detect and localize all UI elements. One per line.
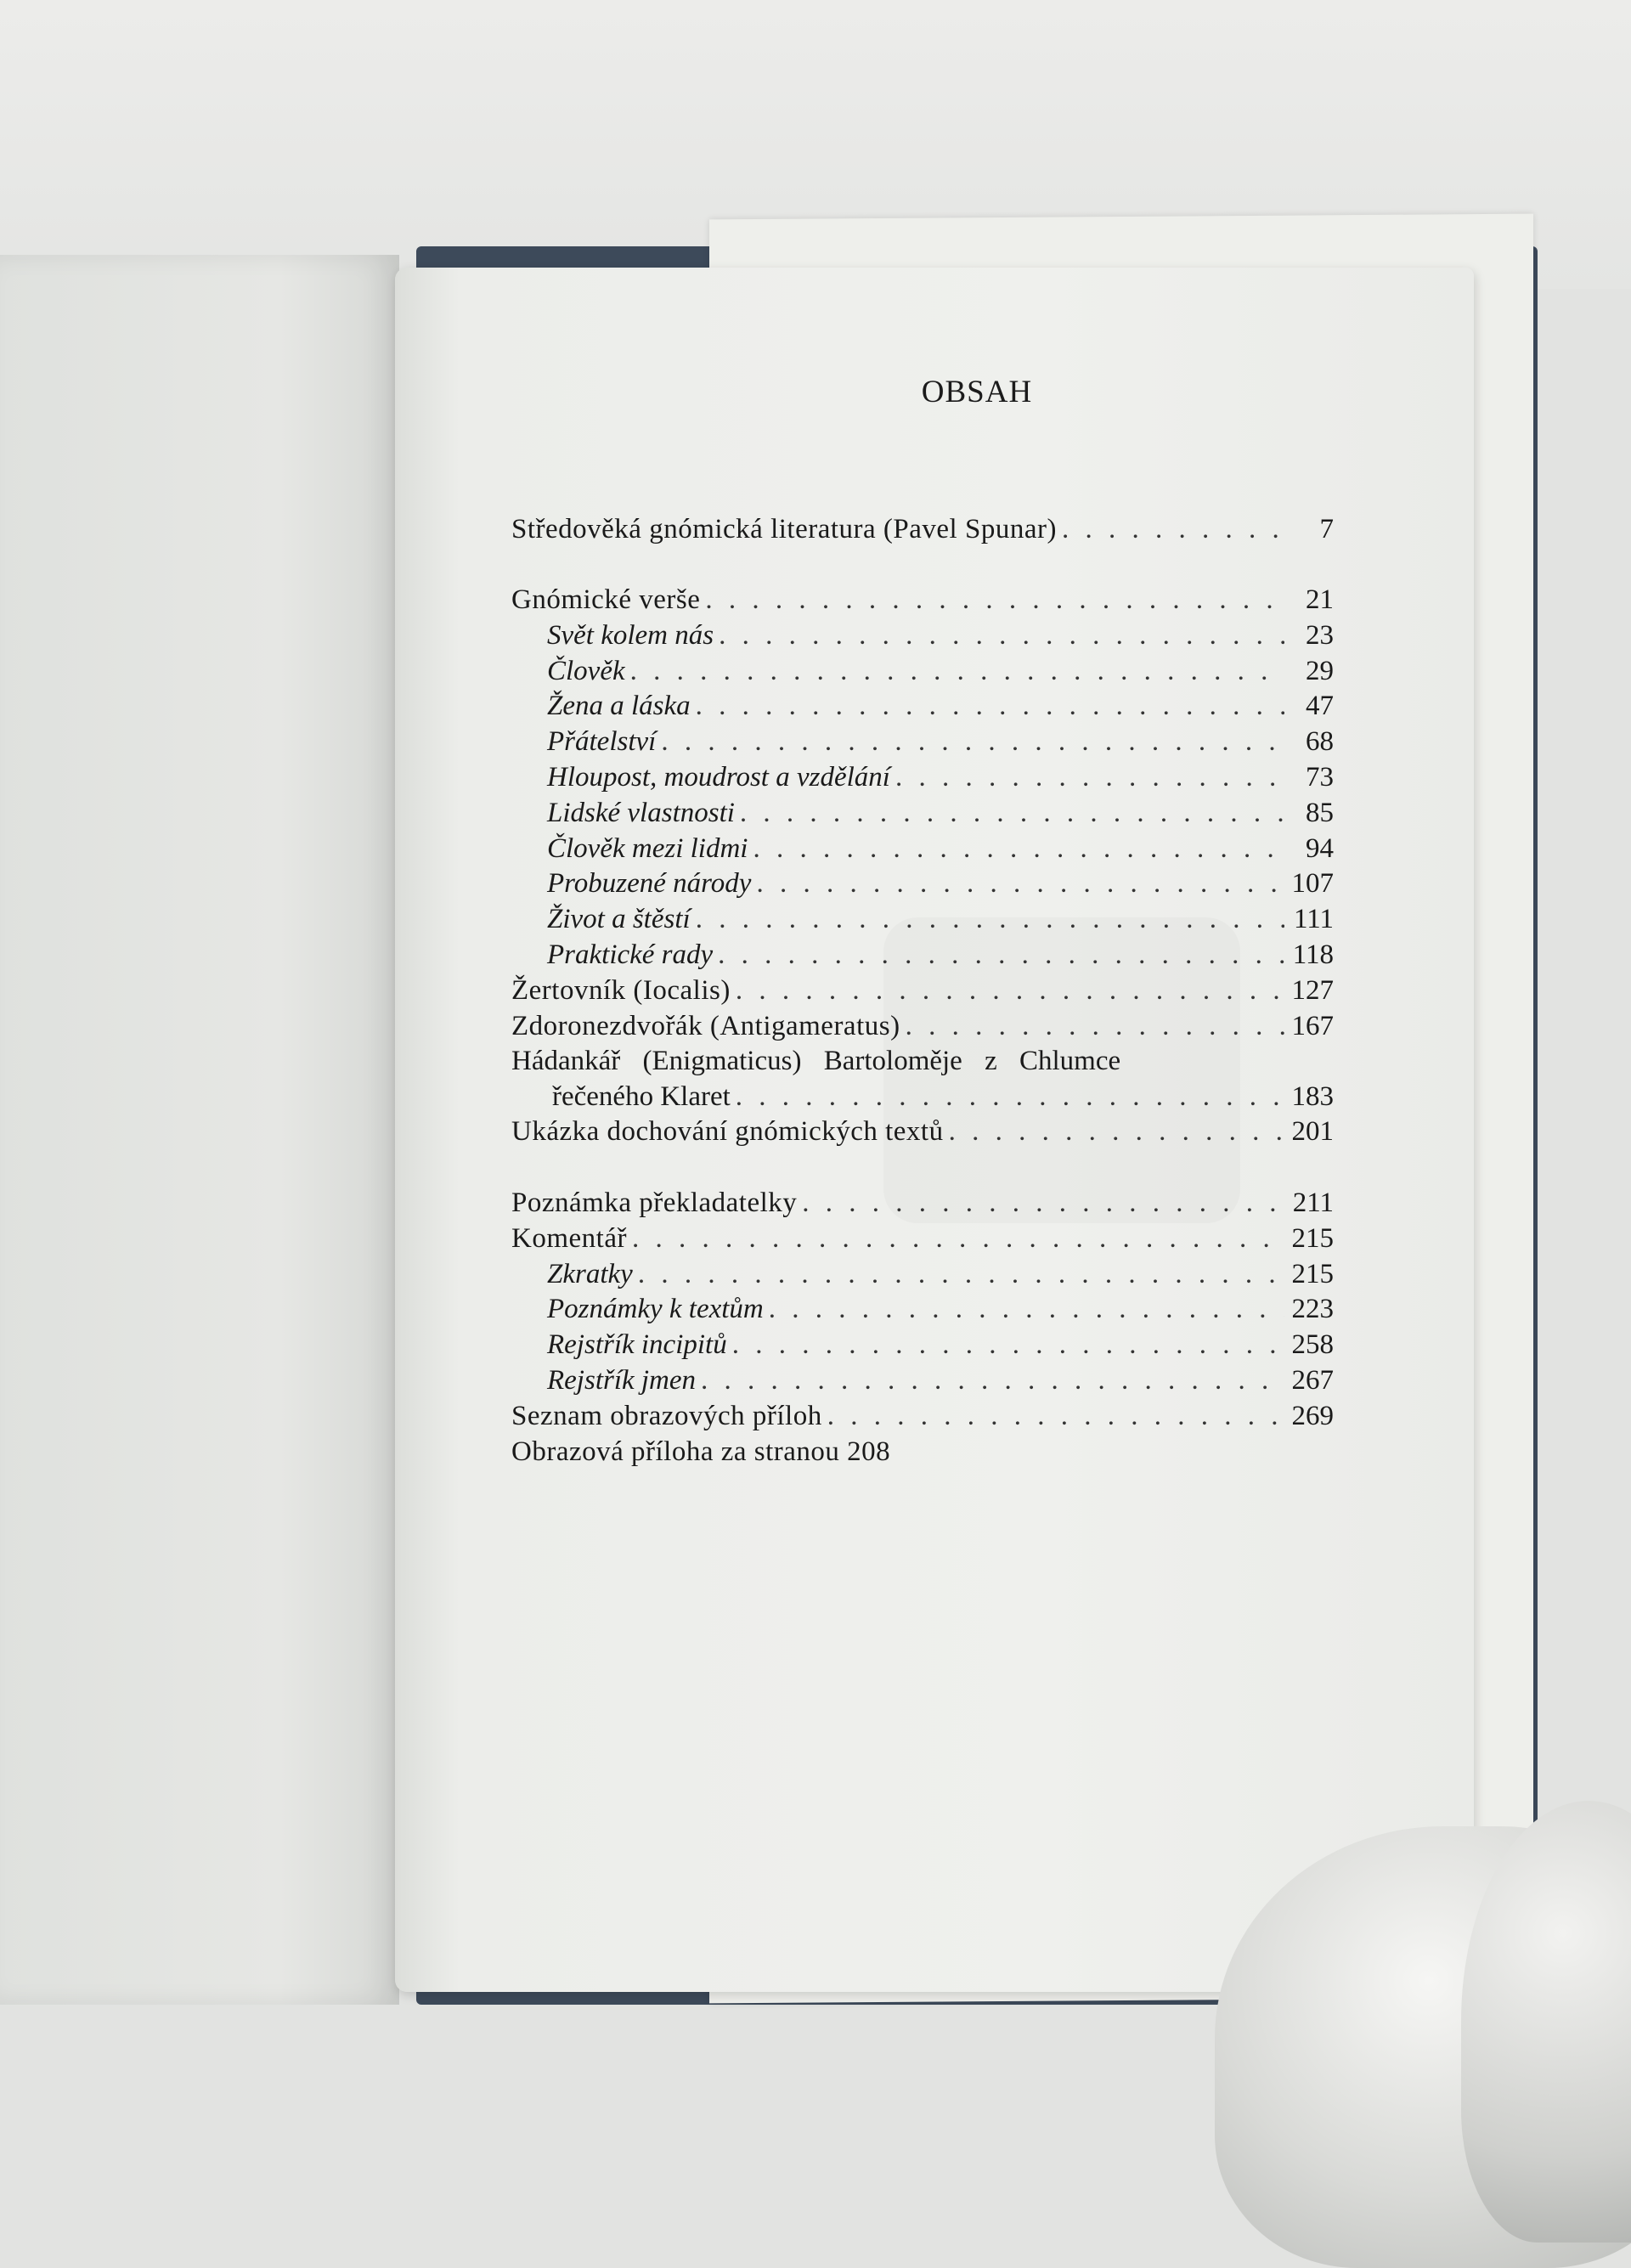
toc-entry-label: Přátelství — [547, 726, 657, 758]
toc-entry-label: Poznámky k textům — [547, 1294, 764, 1325]
toc-entry-page: 23 — [1306, 619, 1334, 651]
toc-entry — [511, 1436, 1334, 1472]
toc-entry-label: Zdoronezdvořák (Antigameratus) — [511, 1010, 900, 1041]
left-page — [0, 255, 399, 2005]
toc-entry — [511, 584, 1334, 620]
toc-entry-label: Poznámka překladatelky — [511, 1188, 798, 1218]
toc-entry-label: Lidské vlastnosti — [547, 797, 735, 828]
leader-dots — [753, 833, 1284, 865]
toc-entry-label: Žena a láska — [547, 691, 691, 722]
toc-entry-label: Rejstřík jmen — [547, 1364, 697, 1396]
toc-entry-page: 94 — [1306, 832, 1334, 864]
toc-entry-page: 118 — [1292, 939, 1334, 970]
toc-entry — [511, 1401, 1334, 1436]
toc-entry-page: 21 — [1306, 584, 1334, 615]
toc-entry-page: 215 — [1291, 1258, 1334, 1289]
page-title: OBSAH — [921, 375, 1033, 409]
toc-entry-page: 85 — [1306, 797, 1334, 828]
leader-dots — [705, 584, 1284, 616]
toc-subentry — [511, 762, 1334, 798]
toc-entry-label: Gnómické verše — [511, 584, 701, 615]
toc-entry-label: Ukázka dochování gnómických textů — [511, 1116, 944, 1147]
toc-entry-label: Komentář — [511, 1222, 627, 1254]
toc-entry — [511, 975, 1334, 1011]
toc-subentry — [511, 904, 1334, 939]
leader-dots — [736, 1081, 1284, 1113]
toc-entry-label-line1: Hádankář (Enigmaticus) Bartoloměje z Chlumce — [511, 1046, 1121, 1076]
toc-entry-page: 68 — [1306, 726, 1334, 758]
leader-dots — [949, 1116, 1284, 1148]
toc-subentry — [511, 798, 1334, 833]
toc-entry-label: Život a štěstí — [547, 904, 691, 935]
toc-entry-page: 215 — [1291, 1222, 1334, 1254]
leader-dots — [638, 1259, 1284, 1290]
toc-entry-continuation — [511, 1081, 1334, 1117]
toc-entry — [511, 514, 1334, 550]
leader-dots — [756, 868, 1284, 900]
toc-entry-hadankar — [511, 1046, 1334, 1117]
leader-dots — [632, 1223, 1284, 1255]
leader-dots — [701, 1365, 1284, 1396]
toc-entry — [511, 1223, 1334, 1259]
leader-dots — [630, 656, 1284, 687]
toc-entry-label: Hloupost, moudrost a vzdělání — [547, 761, 890, 793]
toc-section-appendix — [511, 1188, 1334, 1471]
toc-subentry — [511, 656, 1334, 691]
toc-entry-label: Svět kolem nás — [547, 619, 714, 651]
leader-dots — [696, 691, 1284, 722]
toc-entry-page: 267 — [1291, 1364, 1334, 1396]
leader-dots — [736, 975, 1284, 1007]
leader-dots — [906, 1011, 1284, 1042]
toc-entry-label: Člověk — [547, 655, 625, 686]
leader-dots — [696, 904, 1284, 935]
toc-entry-label: Rejstřík incipitů — [547, 1329, 727, 1361]
toc-entry — [511, 1011, 1334, 1047]
toc-entry-label: Zkratky — [547, 1258, 633, 1289]
leader-dots — [661, 726, 1284, 758]
toc-entry-page: 258 — [1291, 1329, 1334, 1361]
leader-dots — [732, 1329, 1284, 1361]
toc-entry-page: 223 — [1291, 1294, 1334, 1325]
leader-dots — [769, 1294, 1284, 1325]
toc-entry-label: Člověk mezi lidmi — [547, 832, 748, 864]
toc-entry — [511, 1188, 1334, 1223]
leader-dots — [1062, 514, 1284, 545]
toc-entry — [511, 1116, 1334, 1152]
toc-subentry — [511, 868, 1334, 904]
toc-entry-page: 269 — [1291, 1400, 1334, 1431]
toc-subentry — [511, 939, 1334, 975]
leader-dots — [719, 620, 1284, 652]
toc-entry-page: 167 — [1291, 1010, 1334, 1041]
toc-subentry — [511, 1259, 1334, 1295]
toc-entry-label: Žertovník (Iocalis) — [511, 974, 731, 1006]
toc-entry-page: 107 — [1291, 868, 1334, 900]
toc-subentry — [511, 1294, 1334, 1329]
toc-entry-page: 111 — [1293, 904, 1334, 935]
toc-entry-label: Praktické rady — [547, 939, 714, 970]
toc-subentry — [511, 620, 1334, 656]
leader-dots — [827, 1401, 1284, 1432]
leader-dots — [740, 798, 1284, 829]
toc-subentry — [511, 1365, 1334, 1401]
toc-entry-label: Seznam obrazových příloh — [511, 1400, 822, 1431]
toc-entry-page: 47 — [1306, 691, 1334, 722]
toc-section-after — [511, 1116, 1334, 1152]
toc-entry-label: Obrazová příloha za stranou 208 — [511, 1436, 891, 1467]
toc-entry-label: Probuzené národy — [547, 868, 752, 900]
toc-subentry — [511, 726, 1334, 762]
leader-dots — [895, 762, 1284, 793]
leader-dots — [802, 1188, 1284, 1219]
toc-subentry — [511, 1329, 1334, 1365]
toc-entry-page: 127 — [1291, 974, 1334, 1006]
toc-entry-label-line2: řečeného Klaret — [552, 1080, 731, 1112]
leader-dots — [718, 939, 1284, 971]
toc-subentry — [511, 833, 1334, 869]
toc-section-intro — [511, 514, 1334, 550]
toc-entry-page: 7 — [1319, 514, 1334, 544]
toc-entry-label: Středověká gnómická literatura (Pavel Spunar) — [511, 514, 1057, 544]
toc-subentry — [511, 691, 1334, 726]
toc-entry-page: 29 — [1306, 655, 1334, 686]
toc-entry-page: 211 — [1292, 1188, 1334, 1218]
toc-entry-page: 73 — [1306, 761, 1334, 793]
toc-entry-page: 201 — [1291, 1116, 1334, 1147]
toc-section-main — [511, 584, 1334, 1046]
toc-entry-page: 183 — [1291, 1080, 1334, 1112]
